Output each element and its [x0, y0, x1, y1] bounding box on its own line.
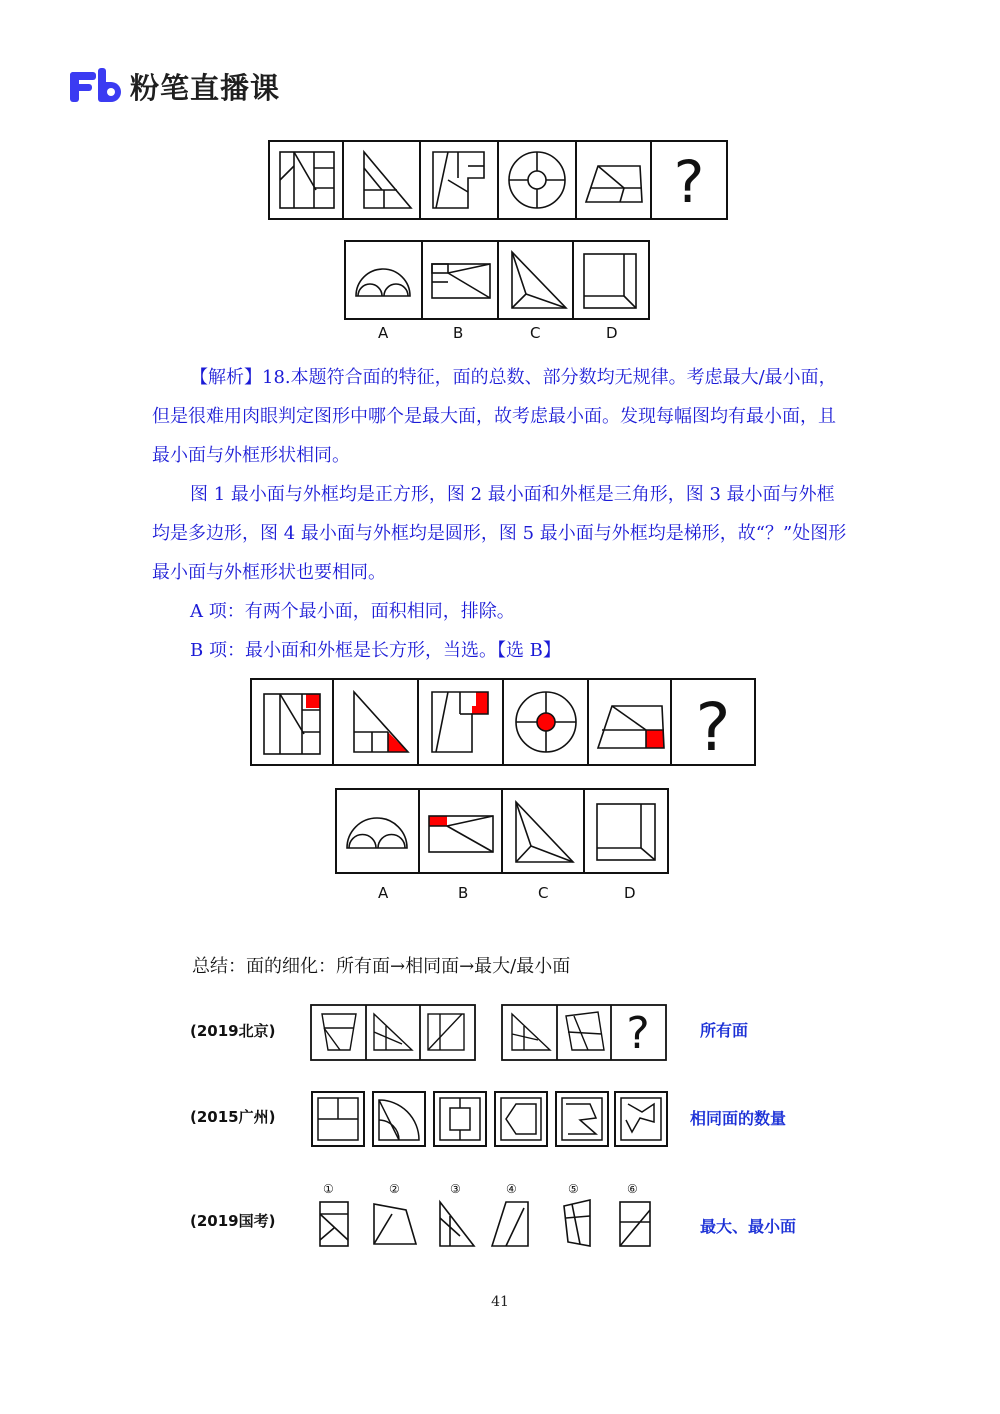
- highlight-5: [598, 706, 664, 748]
- summary-line: 总结：面的细化：所有面→相同面→最大/最小面: [192, 956, 571, 977]
- question-mark-2: ?: [695, 689, 731, 766]
- option-c-figure: [512, 252, 566, 308]
- circled-1: ①: [323, 1182, 334, 1196]
- question-mark: ?: [673, 148, 705, 216]
- highlight-1: [264, 694, 320, 754]
- option-b-figure: [432, 264, 490, 298]
- option-c-figure-2: [516, 802, 573, 862]
- option-a-figure: [356, 269, 410, 296]
- brand-logo: [70, 64, 300, 108]
- figure-1-square: [280, 152, 334, 208]
- option-d-figure-2: [597, 804, 655, 860]
- brand-name: 粉笔直播课: [130, 71, 281, 105]
- example-note-3: 最大、最小面: [700, 1217, 797, 1236]
- option-label-b: B: [453, 324, 464, 342]
- example-row-2-figures: [310, 1090, 672, 1152]
- option-label-a-2: A: [378, 884, 389, 902]
- figure-4-circle: [509, 152, 565, 208]
- highlighted-option-row: [335, 788, 669, 876]
- example-row-1-figures: [310, 1004, 670, 1062]
- analysis-paragraph-3: A 项：有两个最小面，面积相同，排除。: [190, 601, 515, 622]
- option-figure-row: [344, 240, 650, 322]
- analysis-paragraph-1: 【解析】18.本题符合面的特征，面的总数、部分数均无规律。考虑最大/最小面，但是很难用肉眼判定图形中哪个是最大面，故考虑最小面。发现每幅图均有最小面，且最小面与外框形状相同。: [152, 367, 837, 466]
- page-number: 41: [491, 1294, 509, 1310]
- circled-2: ②: [389, 1182, 400, 1196]
- option-label-d-2: D: [624, 884, 636, 902]
- figure-5-trapezoid: [586, 166, 642, 202]
- question-figure-row: [268, 140, 728, 222]
- example-note-2: 相同面的数量: [690, 1109, 787, 1128]
- circled-6: ⑥: [627, 1182, 638, 1196]
- example-row-3-figures: [310, 1196, 662, 1252]
- analysis-paragraph-2: 图 1 最小面与外框均是正方形，图 2 最小面和外框是三角形，图 3 最小面与外框均是多边形，图 4 最小面与外框均是圆形，图 5 最小面与外框均是梯形，故“？”处图形最小面与外框形状也要相同。: [152, 484, 847, 583]
- option-label-d: D: [606, 324, 618, 342]
- circled-5: ⑤: [568, 1182, 579, 1196]
- option-label-a: A: [378, 324, 389, 342]
- analysis-text: [152, 358, 852, 670]
- example-tag-2: (2015广州): [190, 1108, 276, 1126]
- example-question-mark: ?: [626, 1008, 650, 1059]
- option-label-c: C: [530, 324, 541, 342]
- example-tag-1: (2019北京): [190, 1022, 276, 1040]
- figure-3-polygon: [433, 152, 484, 208]
- option-label-b-2: B: [458, 884, 469, 902]
- figure-2-triangle: [364, 152, 411, 208]
- highlight-2: [354, 692, 408, 752]
- example-note-1: 所有面: [700, 1021, 749, 1040]
- analysis-paragraph-4: B 项：最小面和外框是长方形，当选。【选 B】: [190, 640, 561, 661]
- circled-4: ④: [506, 1182, 517, 1196]
- highlight-3: [432, 692, 488, 752]
- option-b-figure-2: [429, 816, 493, 852]
- option-label-c-2: C: [538, 884, 549, 902]
- highlight-4: [516, 692, 576, 752]
- example-tag-3: (2019国考): [190, 1212, 276, 1230]
- circled-3: ③: [450, 1182, 461, 1196]
- option-a-figure-2: [347, 818, 407, 848]
- highlighted-question-row: [250, 678, 756, 768]
- fb-logo-icon: [70, 68, 126, 108]
- option-d-figure: [584, 254, 636, 308]
